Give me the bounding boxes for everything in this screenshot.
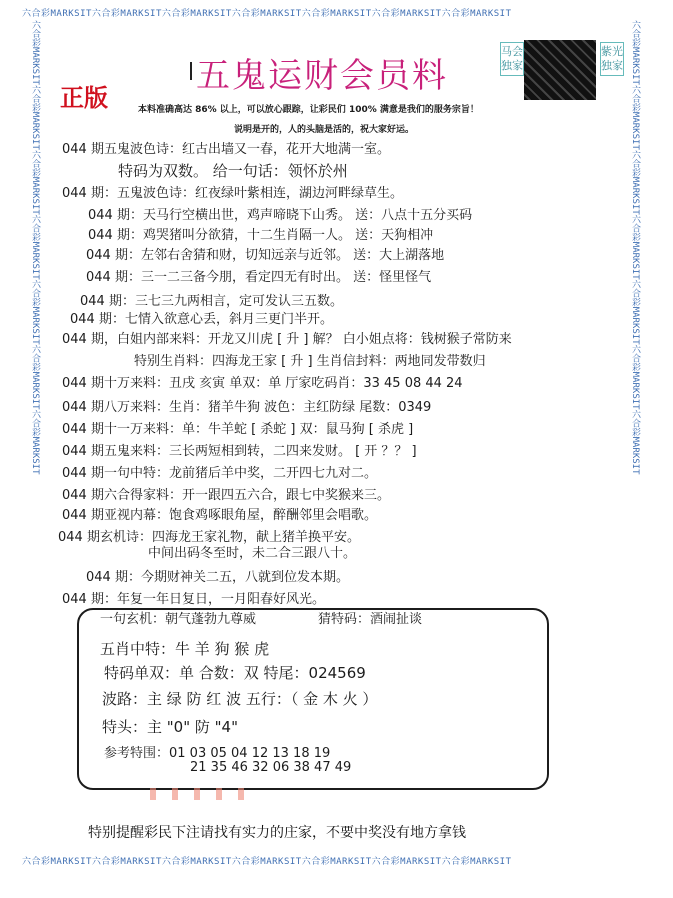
cankao-line: 21 35 46 32 06 38 47 49 (190, 760, 352, 775)
list-item: 特别生肖料：四海龙王家 [ 升 ] 生肖信封料：两地同发带数归 (134, 354, 486, 369)
list-item: 044 期玄机诗：四海龙王家礼物，献上猪羊换平安。 (58, 530, 360, 545)
left-tag: 马会独家 (500, 42, 524, 76)
list-item: 044 期：三一二三备今朋，看定四无有时出。 送：怪里怪气 (86, 270, 432, 285)
qr-code-icon (524, 40, 596, 100)
watermark-bottom: 六合彩MARKSIT六合彩MARKSIT六合彩MARKSIT六合彩MARKSIT六合彩MARKSIT六合彩MARKSIT六合彩MARKSIT (22, 857, 512, 867)
list-item: 特码为双数。 给一句话：领怀於州 (118, 162, 348, 180)
list-item: 044 期十万来料：丑戌 亥寅 单双：单 厅家吃码肖：33 45 08 44 24 (62, 376, 463, 391)
stamp-smudge (150, 788, 260, 800)
list-item: 044 期十一万来料：单：牛羊蛇 [ 杀蛇 ] 双：鼠马狗 [ 杀虎 ] (62, 422, 414, 437)
page-title: 五鬼运财会员料 (196, 56, 448, 96)
footer-note: 特别提醒彩民下注请找有实力的庄家，不要中奖没有地方拿钱 (88, 825, 466, 841)
tetou-line: 特头：主 "0" 防 "4" (102, 718, 238, 736)
list-item: 044 期：天马行空横出世，鸡声啼晓下山秀。 送：八点十五分买码 (88, 208, 473, 223)
list-item: 044 期：今期财神关二五，八就到位发本期。 (86, 570, 349, 585)
slogan-line: 说明是开的，人的头脑是活的，祝大家好运。 (234, 125, 415, 135)
list-item: 044 期，白姐内部来料：开龙又川虎 [ 升 ] 解？ 白小姐点将：钱树猴子常防来 (62, 332, 512, 347)
list-item: 044 期一句中特：龙前猪后羊中奖，二开四七九对二。 (62, 466, 377, 481)
caite-line: 猜特码：酒闹扯谈 (318, 612, 423, 627)
watermark-left: 六合彩MARKSIT六合彩MARKSIT六合彩MARKSIT六合彩MARKSIT六合彩MARKSIT六合彩MARKSIT六合彩MARKSIT (30, 20, 40, 475)
edition-badge: 正版 (60, 83, 108, 112)
list-item: 044 期：七情入欲意心丢，斜月三更门半开。 (70, 312, 333, 327)
list-item: 044 期：鸡哭猪叫分欲猜，十二生肖隔一人。 送：天狗相冲 (88, 228, 434, 243)
list-item: 044 期：三七三九两相言，定可发认三五数。 (80, 294, 343, 309)
list-item: 044 期亚视内幕：饱食鸡啄眼角屋，醉酬邻里会唱歌。 (62, 508, 377, 523)
list-item: 中间出码冬至时，未二合三跟八十。 (148, 546, 357, 561)
list-item: 044 期：五鬼波色诗：红夜绿叶紫相连，湖边河畔绿草生。 (62, 186, 403, 201)
list-item: 044 期六合得家料：开一跟四五六合，跟七中奖猴来三。 (62, 488, 390, 503)
list-item: 044 期：左邻右舍猜和财，切知远亲与近邻。 送：大上湖落地 (86, 248, 445, 263)
cankao-line: 参考特围：01 03 05 04 12 13 18 19 (104, 746, 331, 761)
slogan-line: 本料准确高达 86% 以上，可以放心跟踪，让彩民们 100% 满意是我们的服务宗旨！ (138, 105, 479, 115)
list-item: 044 期五鬼波色诗：红古出墙又一春，花开大地满一室。 (62, 142, 390, 157)
bolu-line: 波路：主 绿 防 红 波 五行：（ 金 木 火 ） (102, 690, 378, 708)
danshuang-line: 特码单双：单 合数：双 特尾：024569 (104, 664, 366, 682)
title-cursor-bar (190, 62, 192, 80)
xuanji-line: 一句玄机：朝气蓬勃九尊威 (100, 612, 257, 627)
wuxiao-line: 五肖中特：牛 羊 狗 猴 虎 (100, 640, 270, 658)
right-tag: 紫光独家 (600, 42, 624, 76)
watermark-top: 六合彩MARKSIT六合彩MARKSIT六合彩MARKSIT六合彩MARKSIT六合彩MARKSIT六合彩MARKSIT六合彩MARKSIT (22, 9, 512, 19)
watermark-right: 六合彩MARKSIT六合彩MARKSIT六合彩MARKSIT六合彩MARKSIT六合彩MARKSIT六合彩MARKSIT六合彩MARKSIT (630, 20, 640, 475)
list-item: 044 期八万来料：生肖：猪羊牛狗 波色：主红防绿 尾数：0349 (62, 400, 432, 415)
list-item: 044 期：年复一年日复日，一月阳春好风光。 (62, 592, 325, 607)
list-item: 044 期五鬼来料：三长两短相到转，二四来发财。 [ 开 ？？ ] (62, 444, 417, 459)
